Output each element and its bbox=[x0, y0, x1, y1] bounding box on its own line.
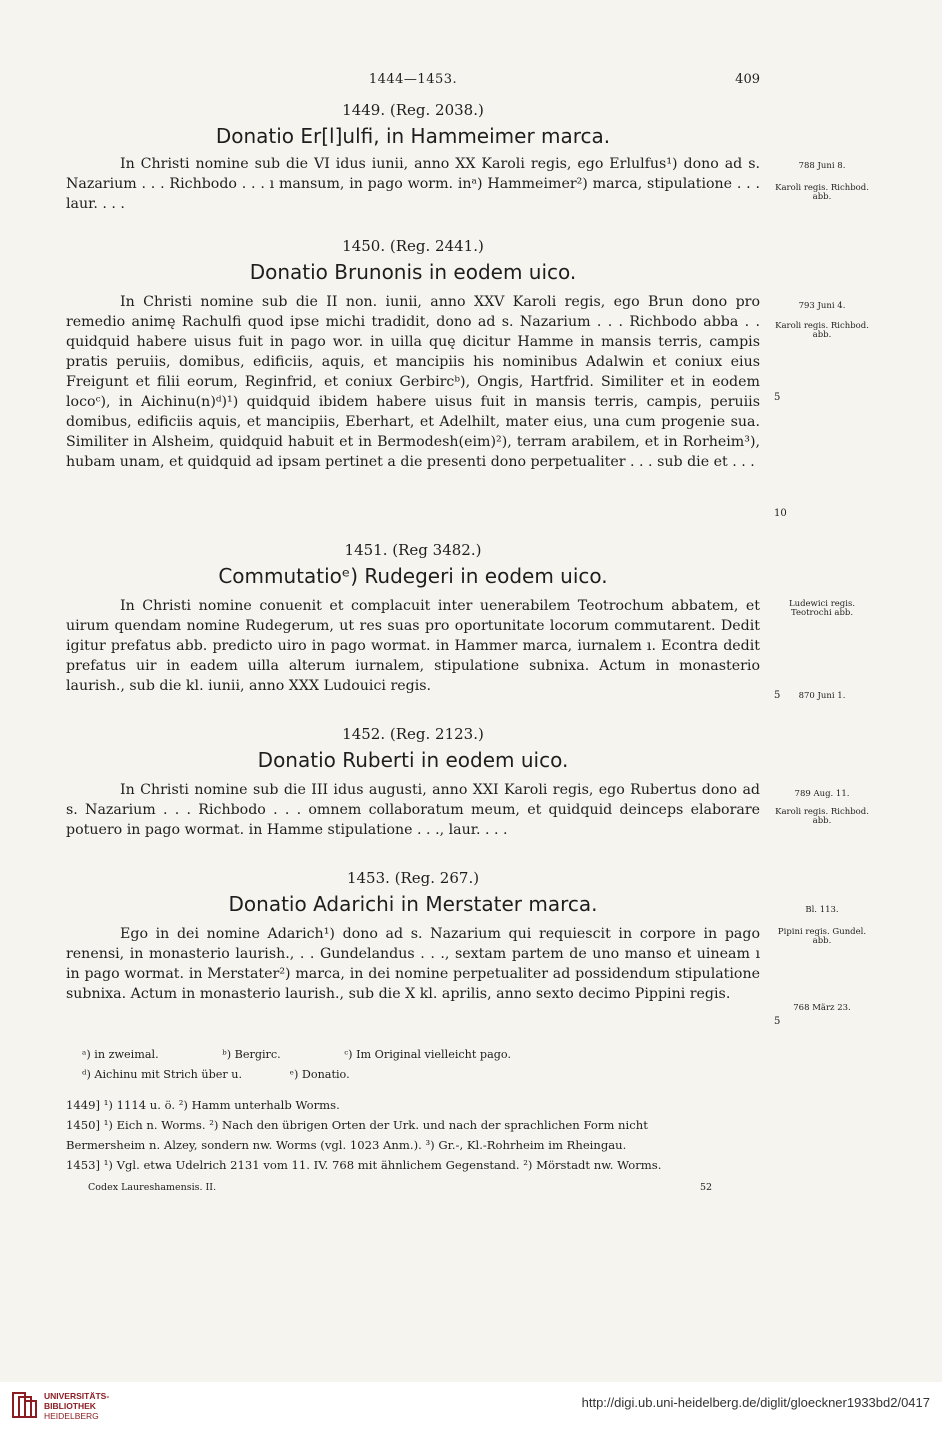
page-url-link[interactable]: http://digi.ub.uni-heidelberg.de/diglit/gloeckner1933bd2/0417 bbox=[581, 1395, 930, 1410]
entry-title: Donatio Adarichi in Merstater marca. bbox=[228, 892, 598, 916]
entry-1450 bbox=[66, 236, 760, 472]
entry-text: In Christi nomine conuenit et complacuit inter uenerabilem Teotrochum abbatem, et uirum quendam nomine Rudegerum, ut res suas pro oportunitate locorum commutarent. Dedit igitur prefatus abb. predicto uiro in pago wormat. in Hammer marca, iurnalem ı. Econtra dedit prefatus uir in eadem uilla alterum iurnalem, stipulatione subnixa. Actum in monasterio laurish., sub die kl. iunii, anno XXX Ludouici regis. bbox=[66, 598, 760, 694]
footnote-line: Bermersheim n. Alzey, sondern nw. Worms (vgl. 1023 Anm.). ³) Gr.-, Kl.-Rohrheim im Rheingau. bbox=[66, 1138, 627, 1152]
margin-note: Karoli regis. Richbod. abb. bbox=[775, 183, 869, 202]
margin-note: Karoli regis. Richbod. abb. bbox=[775, 807, 869, 826]
library-logo-icon bbox=[12, 1391, 38, 1419]
library-name: UNIVERSITÄTS- BIBLIOTHEK HEIDELBERG bbox=[44, 1391, 110, 1421]
line-number: 5 bbox=[774, 690, 781, 701]
viewer-bar bbox=[0, 1382, 942, 1442]
line-number: 10 bbox=[774, 508, 787, 519]
page-range: 1444—1453. bbox=[368, 72, 458, 87]
entry-text: In Christi nomine sub die VI idus iunii, anno XX Karoli regis, ego Erlulfus¹) dono ad s. Nazarium . . . Richbodo . . . ı mansum, in pago worm. inᵃ) Hammeimer²) marca, stipulatione . . . laur. . . . bbox=[66, 156, 760, 212]
margin-date: 788 Juni 8. bbox=[798, 161, 846, 171]
entry-1451 bbox=[66, 540, 760, 696]
entry-text: Ego in dei nomine Adarich¹) dono ad s. Nazarium qui requiescit in corpore in pago renensi, in monasterio laurish., . . Gundelandus . . ., sextam partem de uno manso et uineam ı in pago wormat. in Merstater²) marca, in dei nomine perpetualiter ad possidendum stipulatione subnixa. Actum in monasterio laurish., sub die X kl. aprilis, anno sexto decimo Pippini regis. bbox=[66, 926, 760, 1002]
entry-reg: 1451. (Reg 3482.) bbox=[344, 541, 482, 559]
margin-date: 793 Juni 4. bbox=[798, 301, 846, 311]
sheet-number: 52 bbox=[700, 1182, 713, 1193]
margin-note: Ludewici regis. Teotrochi abb. bbox=[788, 599, 856, 618]
entry-title: Commutatioᵉ) Rudegeri in eodem uico. bbox=[218, 564, 608, 588]
margin-date: 870 Juni 1. bbox=[798, 691, 846, 701]
signature: Codex Laureshamensis. II. bbox=[88, 1182, 217, 1193]
entry-1452 bbox=[66, 724, 760, 840]
footnote-line: 1453] ¹) Vgl. etwa Udelrich 2131 vom 11. IV. 768 mit ähnlichem Gegenstand. ²) Mörstadt nw. Worms. bbox=[66, 1158, 662, 1172]
page-number: 409 bbox=[735, 72, 760, 87]
entry-title: Donatio Brunonis in eodem uico. bbox=[249, 260, 577, 284]
margin-date: 789 Aug. 11. bbox=[794, 789, 850, 799]
margin-sheet: Bl. 113. bbox=[805, 905, 839, 915]
entry-title: Donatio Ruberti in eodem uico. bbox=[257, 748, 569, 772]
entry-1449 bbox=[66, 100, 760, 214]
footnote-line: 1450] ¹) Eich n. Worms. ²) Nach den übrigen Orten der Urk. und nach der sprachlichen Form nicht bbox=[66, 1118, 648, 1132]
apparatus-row: ᵈ) Aichinu mit Strich über u. ᵉ) Donatio. bbox=[82, 1068, 350, 1081]
margin-date: 768 März 23. bbox=[793, 1003, 851, 1013]
entry-reg: 1452. (Reg. 2123.) bbox=[342, 725, 484, 743]
page-header bbox=[66, 72, 760, 92]
entry-reg: 1453. (Reg. 267.) bbox=[346, 869, 480, 887]
line-number: 5 bbox=[774, 1016, 781, 1027]
entry-text: In Christi nomine sub die III idus augusti, anno XXI Karoli regis, ego Rubertus dono ad s. Nazarium . . . Richbodo . . . omnem collaboratum meum, et quidquid deinceps elaborare potuero in pago wormat. in Hamme stipulatione . . ., laur. . . . bbox=[66, 782, 760, 838]
margin-note: Pipini regis. Gundel. abb. bbox=[777, 927, 867, 946]
apparatus-row: ᵃ) in zweimal. ᵇ) Bergirc. ᶜ) Im Original vielleicht pago. bbox=[82, 1048, 512, 1061]
footnote-line: 1449] ¹) 1114 u. ö. ²) Hamm unterhalb Worms. bbox=[66, 1098, 340, 1112]
entry-reg: 1450. (Reg. 2441.) bbox=[342, 237, 484, 255]
entry-reg: 1449. (Reg. 2038.) bbox=[342, 101, 484, 119]
line-number: 5 bbox=[774, 392, 781, 403]
entry-text: In Christi nomine sub die II non. iunii, anno XXV Karoli regis, ego Brun dono pro remedio animę Rachulfi quod ipse michi tradidit, dono ad s. Nazarium . . . Richbodo abba . . quidquid habere uisus fuit in pago wor. in uilla quę dicitur Hamme in mansis terris, campis pratis peruiis, domibus, edificiis, aquis, et mancipiis his nominibus Adalwin et coniux eius Freigunt et filii eorum, Reginfrid, et coniux Gerbircᵇ), Ongis, Hartfrid. Similiter et in eodem locoᶜ), in Aichinu(n)ᵈ)¹) quidquid ibidem habere uisus fuit in mansis terris, campis, peruiis domibus, edificiis aquis, et mancipiis, Eberhart, et Adelhilt, mater eius, una cum progenie sua. Similiter in Alsheim, quidquid habuit et in Bermodesh(eim)²), terram arabilem, et in Rorheim³), hubam unam, et quidquid ad ipsam pertinet a die presenti dono perpetualiter . . . sub die et . . . bbox=[66, 294, 760, 470]
entry-1453 bbox=[66, 868, 760, 1004]
entry-title: Donatio Er[l]ulfi, in Hammeimer marca. bbox=[215, 124, 611, 148]
margin-note: Karoli regis. Richbod. abb. bbox=[775, 321, 869, 340]
